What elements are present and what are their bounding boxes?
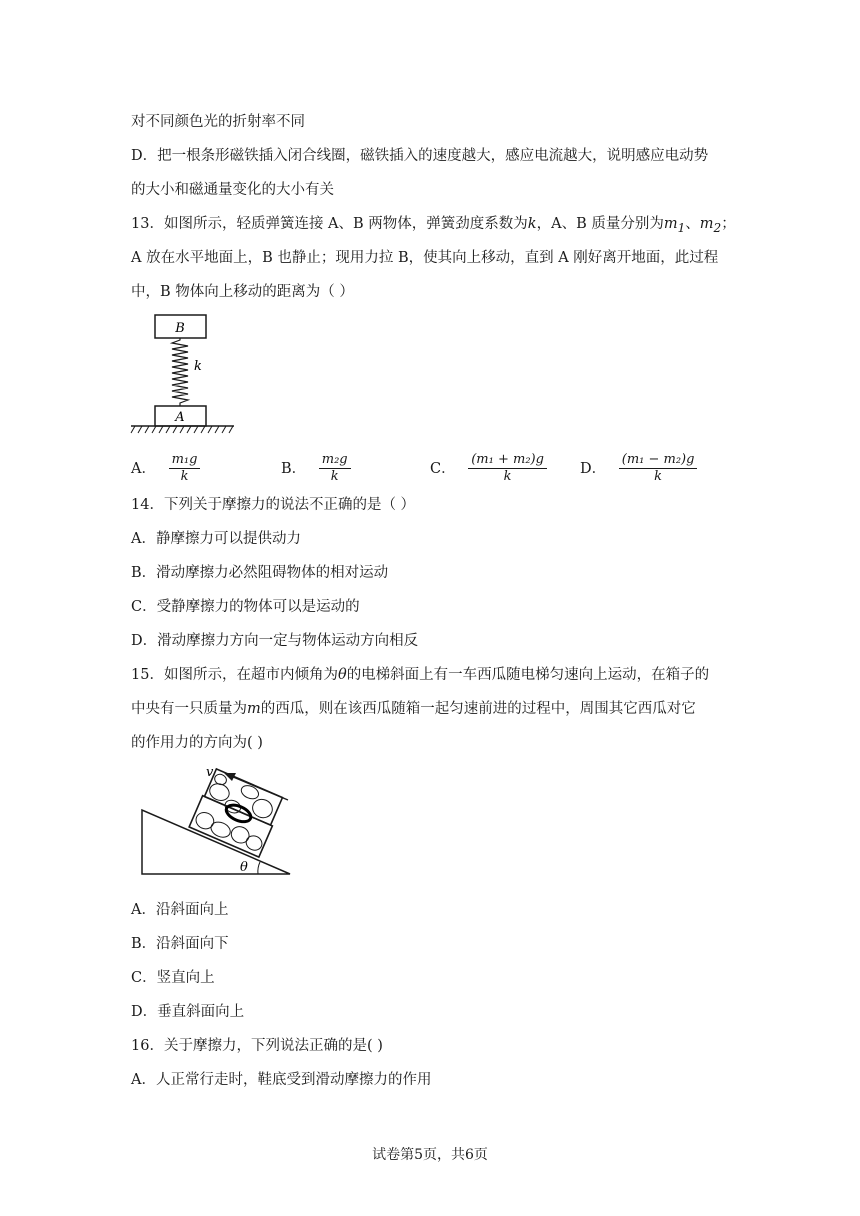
q14-option-d[interactable]: D．滑动摩擦力方向一定与物体运动方向相反 xyxy=(131,633,419,649)
fraction-denominator: k xyxy=(654,469,663,484)
option-label: C． xyxy=(430,460,456,477)
q13-option-a[interactable] xyxy=(131,452,200,485)
q13-m2-sub: 2 xyxy=(713,220,722,235)
q14-option-c[interactable]: C．受静摩擦力的物体可以是运动的 xyxy=(131,599,360,615)
q15-option-b[interactable]: B．沿斜面向下 xyxy=(131,936,229,952)
velocity-label: v xyxy=(206,765,214,780)
q14-option-a[interactable]: A．静摩擦力可以提供动力 xyxy=(131,531,301,547)
q15-stem-line3: 的作用力的方向为( ) xyxy=(131,735,263,751)
theta-arc xyxy=(258,862,260,874)
text-line: D．把一根条形磁铁插入闭合线圈，磁铁插入的速度越大，感应电流越大，说明感应电动势 xyxy=(131,148,709,164)
text-line: 对不同颜色光的折射率不同 xyxy=(131,114,305,130)
q15-theta: θ xyxy=(337,667,347,683)
fraction xyxy=(468,452,547,485)
block-a-label: A xyxy=(175,410,185,425)
text-line: 的大小和磁通量变化的大小有关 xyxy=(131,182,334,198)
incline-slope xyxy=(142,810,290,874)
option-label: B． xyxy=(281,460,307,477)
q15-m: m xyxy=(247,701,261,717)
theta-label: θ xyxy=(240,860,248,875)
q16-option-a[interactable]: A．人正常行走时，鞋底受到滑动摩擦力的作用 xyxy=(131,1072,432,1088)
q13-option-b[interactable] xyxy=(281,452,351,485)
q13-m1: m xyxy=(663,216,678,232)
fraction-denominator: k xyxy=(180,469,189,484)
fraction-numerator: m₁g xyxy=(169,452,201,469)
q16-stem: 16．关于摩擦力，下列说法正确的是( ) xyxy=(131,1038,383,1054)
q13-k: k xyxy=(527,216,537,232)
q13-m1-sub: 1 xyxy=(677,220,686,235)
q13-stem-line1 xyxy=(131,214,736,238)
watermelon-box xyxy=(189,768,284,857)
q13-text: 13．如图所示，轻质弹簧连接 A、B 两物体，弹簧劲度系数为 xyxy=(131,216,528,232)
q13-text: ； xyxy=(721,216,736,232)
q13-m2: m xyxy=(699,216,714,232)
q13-option-c[interactable] xyxy=(430,452,547,485)
option-label: D． xyxy=(580,460,607,477)
q15-text: 的电梯斜面上有一车西瓜随电梯匀速向上运动，在箱子的 xyxy=(346,667,710,683)
fraction xyxy=(619,452,698,485)
fraction xyxy=(169,452,201,485)
spring-figure xyxy=(128,312,238,438)
page-footer: 试卷第5页，共6页 xyxy=(372,1147,488,1163)
fraction-numerator: (m₁ − m₂)g xyxy=(619,452,698,469)
block-b-label: B xyxy=(175,321,185,336)
spring xyxy=(172,338,188,406)
q15-option-c[interactable]: C．竖直向上 xyxy=(131,970,215,986)
q13-text: 、 xyxy=(685,216,700,232)
ground-hatch xyxy=(131,426,233,433)
q15-option-d[interactable]: D．垂直斜面向上 xyxy=(131,1004,245,1020)
q14-option-b[interactable]: B．滑动摩擦力必然阻碍物体的相对运动 xyxy=(131,565,389,581)
fraction-numerator: (m₁ + m₂)g xyxy=(468,452,547,469)
fraction xyxy=(319,452,351,485)
q13-stem-line2: A 放在水平地面上，B 也静止；现用力拉 B，使其向上移动，直到 A 刚好离开地面，此过程 xyxy=(131,250,719,266)
velocity-arrow xyxy=(226,774,288,800)
fraction-denominator: k xyxy=(330,469,339,484)
fraction-numerator: m₂g xyxy=(319,452,351,469)
fraction-denominator: k xyxy=(503,469,512,484)
option-label: A． xyxy=(131,460,156,477)
q15-stem-line2 xyxy=(131,699,696,719)
q14-stem: 14．下列关于摩擦力的说法不正确的是（ ） xyxy=(131,497,416,513)
target-watermelon xyxy=(224,802,253,825)
q13-text: ，A、B 质量分别为 xyxy=(536,216,664,232)
q15-text: 的西瓜，则在该西瓜随箱一起匀速前进的过程中，周围其它西瓜对它 xyxy=(260,701,696,717)
q15-option-a[interactable]: A．沿斜面向上 xyxy=(131,902,229,918)
q15-text: 中央有一只质量为 xyxy=(131,701,247,717)
q15-text: 15．如图所示，在超市内倾角为 xyxy=(131,667,338,683)
incline-figure xyxy=(130,764,294,878)
spring-k-label: k xyxy=(194,359,202,374)
q15-stem-line1 xyxy=(131,665,709,685)
q13-option-d[interactable] xyxy=(580,452,697,485)
q13-stem-line3: 中，B 物体向上移动的距离为（ ） xyxy=(131,284,354,300)
